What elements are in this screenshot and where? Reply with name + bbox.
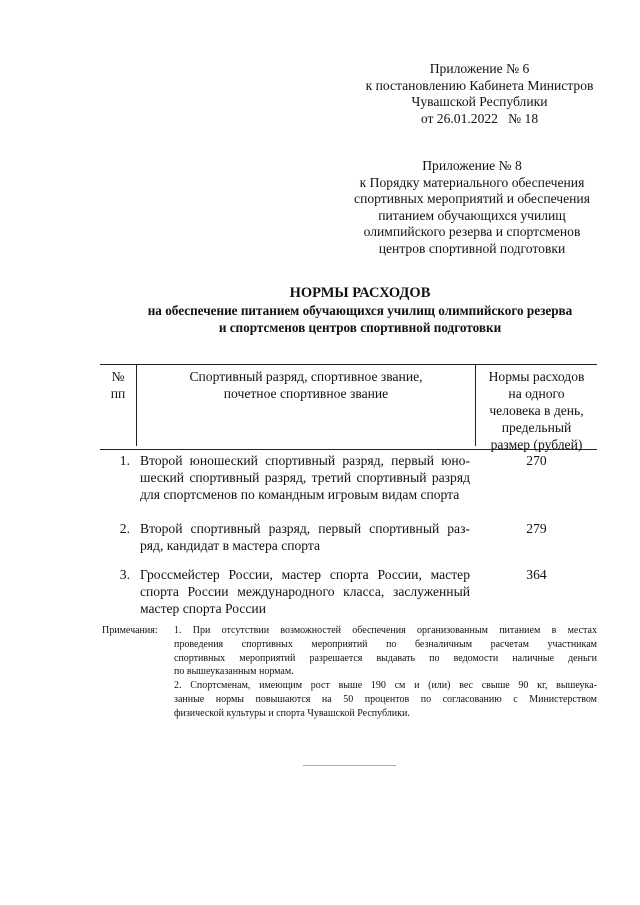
note-line: занные нормы повышаются на 50 процентов по согласованию с Министерством bbox=[174, 693, 597, 705]
appendix-8-line: Приложение № 8 bbox=[422, 158, 522, 173]
row-category bbox=[140, 566, 470, 617]
header-rate-line: Нормы расходов bbox=[488, 369, 585, 384]
row-category-line: Второй спортивный разряд, первый спортивный раз- bbox=[140, 521, 470, 536]
appendix-6-line: Приложение № 6 bbox=[429, 61, 530, 76]
row-category bbox=[140, 520, 470, 554]
table-row bbox=[100, 520, 597, 566]
header-rate bbox=[476, 368, 597, 453]
title-subtitle-line: на обеспечение питанием обучающихся училищ олимпийского резерва bbox=[147, 303, 573, 318]
row-category bbox=[140, 452, 470, 503]
header-category-line: почетное спортивное звание bbox=[223, 386, 389, 401]
note-line: 2. Спортсменам, имеющим рост выше 190 см и (или) вес свыше 90 кг, вышеука- bbox=[174, 680, 597, 692]
norms-table bbox=[100, 364, 597, 626]
header-rate-line: предельный bbox=[501, 420, 572, 435]
row-rate-value: 270 bbox=[526, 453, 547, 468]
appendix-6-line: Чувашской Республики bbox=[411, 94, 548, 109]
appendix-8-line: спортивных мероприятий и обеспечения bbox=[354, 191, 590, 206]
appendix-6-line: от 26.01.2022 № 18 bbox=[420, 110, 539, 126]
title-subtitle-line: и спортсменов центров спортивной подготовки bbox=[218, 320, 502, 335]
appendix-8-header bbox=[337, 158, 607, 257]
header-category-line: Спортивный разряд, спортивное звание, bbox=[189, 369, 423, 384]
appendix-8-line: к Порядку материального обеспечения bbox=[359, 174, 585, 190]
row-category-line: мастер спорта России bbox=[140, 601, 266, 616]
header-category bbox=[136, 365, 476, 446]
document-title bbox=[80, 285, 640, 336]
appendix-8-line: олимпийского резерва и спортсменов bbox=[363, 224, 581, 239]
header-rate-line: на одного bbox=[508, 386, 565, 401]
notes-label: Примечания: bbox=[102, 625, 158, 636]
header-number-line: пп bbox=[110, 386, 126, 401]
note-line: спортивных мероприятий разрешается выдавать по ведомости наличные деньги bbox=[174, 652, 597, 664]
row-number: 2. bbox=[119, 521, 130, 536]
header-rate-line: человека в день, bbox=[489, 403, 584, 418]
row-category-line: спорта России международного класса, заслуженный bbox=[140, 584, 470, 599]
note-line: 1. При отсутствии возможностей обеспечения организованным питанием в местах bbox=[174, 625, 597, 636]
appendix-8-line: питанием обучающихся училищ bbox=[378, 207, 566, 223]
row-category-line: Гроссмейстер России, мастер спорта России, мастер bbox=[140, 567, 470, 582]
appendix-6-header bbox=[352, 61, 607, 127]
row-category-line: шеский спортивный разряд, третий спортивный разряд bbox=[140, 470, 470, 485]
appendix-8-line: центров спортивной подготовки bbox=[378, 240, 566, 256]
row-number: 3. bbox=[119, 567, 130, 582]
row-rate-value: 364 bbox=[526, 567, 547, 582]
table-row bbox=[100, 452, 597, 520]
table-header bbox=[100, 364, 597, 450]
row-category-line: для спортсменов по командным игровым видам спорта bbox=[140, 487, 460, 502]
header-number bbox=[100, 368, 136, 402]
header-number-line: № bbox=[111, 369, 125, 384]
row-category-line: Второй юношеский спортивный разряд, первый юно- bbox=[140, 453, 470, 468]
header-rate-line: размер (рублей) bbox=[490, 437, 583, 452]
row-number: 1. bbox=[119, 453, 130, 468]
appendix-6-line: к постановлению Кабинета Министров bbox=[365, 77, 594, 93]
note-line: проведения спортивных мероприятий по безналичным расчетам участникам bbox=[174, 638, 597, 650]
table-row bbox=[100, 566, 597, 626]
notes-body bbox=[174, 624, 597, 721]
note-line: физической культуры и спорта Чувашской Республики. bbox=[174, 707, 410, 719]
row-rate-value: 279 bbox=[526, 521, 547, 536]
note-line: по вышеуказанным нормам. bbox=[174, 666, 294, 678]
row-category-line: ряд, кандидат в мастера спорта bbox=[140, 538, 321, 553]
closing-divider bbox=[303, 765, 396, 766]
title-main: НОРМЫ РАСХОДОВ bbox=[289, 285, 431, 301]
